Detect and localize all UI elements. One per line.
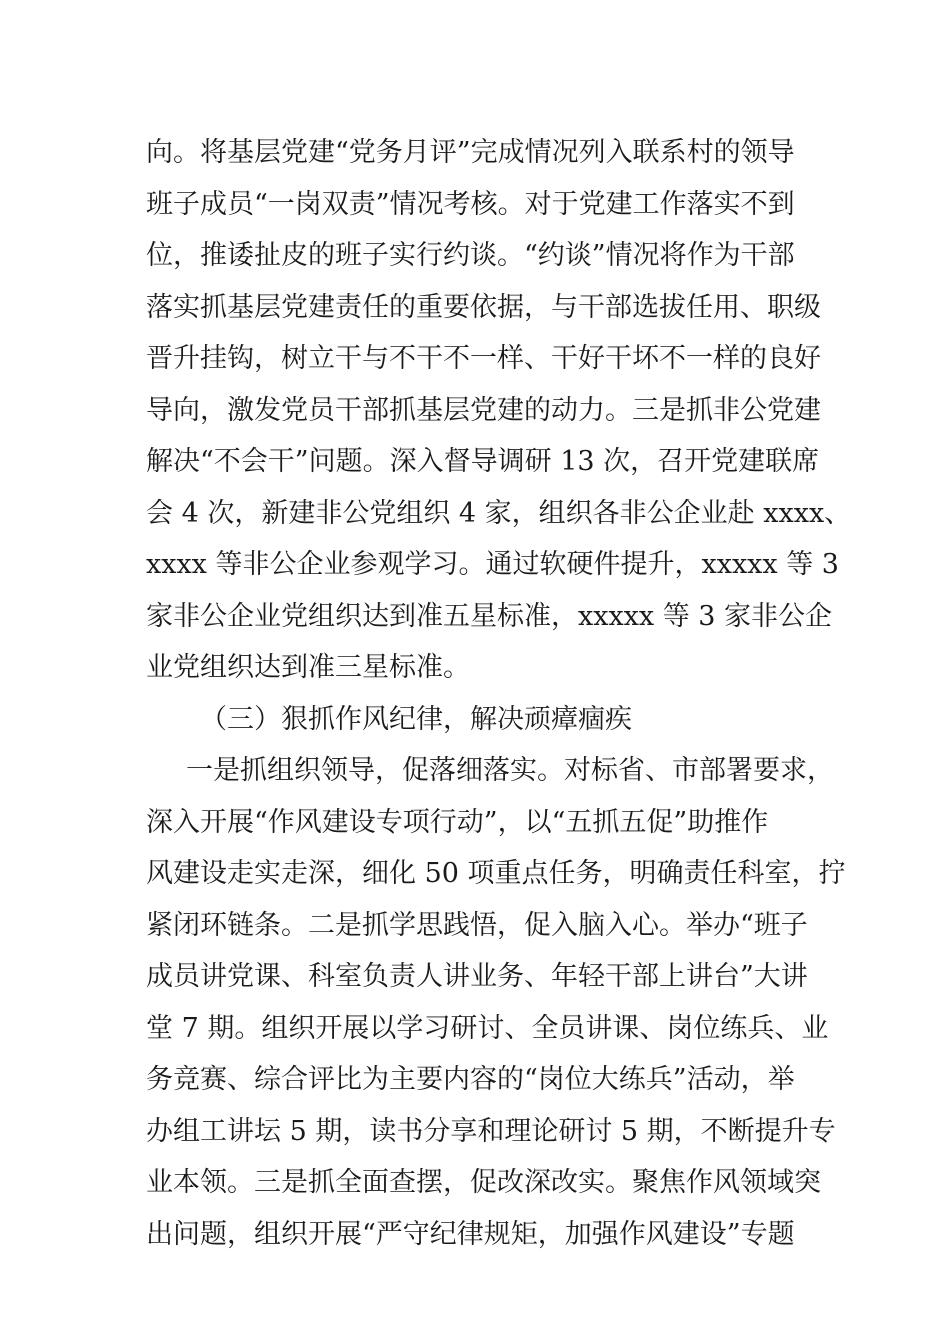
text-line: 务竞赛、综合评比为主要内容的“岗位大练兵”活动，举 xyxy=(146,1064,795,1095)
text-line: 位，推诿扯皮的班子实行约谈。“约谈”情况将作为干部 xyxy=(146,240,795,271)
text-line: 堂 7 期。组织开展以学习研讨、全员讲课、岗位练兵、业 xyxy=(146,1012,829,1044)
text-line: 会 4 次，新建非公党组织 4 家，组织各非公企业赴 xxxx、 xyxy=(146,497,852,529)
text-line: 风建设走实走深，细化 50 项重点任务，明确责任科室，拧 xyxy=(146,858,846,889)
text-line: 业本领。三是抓全面查摆，促改深改实。聚焦作风领域突 xyxy=(146,1167,821,1198)
text-line: 晋升挂钩，树立干与不干不一样、干好干坏不一样的良好 xyxy=(146,343,821,374)
text-line: 成员讲党课、科室负责人讲业务、年轻干部上讲台”大讲 xyxy=(146,961,808,992)
text-line: 家非公企业党组织达到准五星标准，xxxxx 等 3 家非公企 xyxy=(146,600,833,632)
text-line: 业党组织达到准三星标准。 xyxy=(146,652,470,683)
section-heading: （三）狠抓作风纪律，解决顽瘴痼疾 xyxy=(200,703,632,735)
text-line: 办组工讲坛 5 期，读书分享和理论研讨 5 期，不断提升专 xyxy=(146,1115,836,1147)
text-line: 紧闭环链条。二是抓学思践悟，促入脑入心。举办“班子 xyxy=(146,909,808,941)
paragraph-first-line: 一是抓组织领导，促落细落实。对标省、市部署要求， xyxy=(186,755,834,786)
text-line: 解决“不会干”问题。深入督导调研 13 次，召开党建联席 xyxy=(146,446,820,477)
body-text xyxy=(146,127,852,1260)
text-line: 导向，激发党员干部抓基层党建的动力。三是抓非公党建 xyxy=(146,394,821,426)
text-line: 向。将基层党建“党务月评”完成情况列入联系村的领导 xyxy=(146,137,795,168)
text-line: 出问题，组织开展“严守纪律规矩，加强作风建设”专题 xyxy=(146,1218,795,1250)
text-line: 班子成员“一岗双责”情况考核。对于党建工作落实不到 xyxy=(146,188,795,220)
text-line: 落实抓基层党建责任的重要依据，与干部选拔任用、职级 xyxy=(146,291,821,323)
text-line: 深入开展“作风建设专项行动”，以“五抓五促”助推作 xyxy=(146,806,769,838)
text-line: xxxx 等非公企业参观学习。通过软硬件提升，xxxxx 等 3 xyxy=(146,549,839,580)
